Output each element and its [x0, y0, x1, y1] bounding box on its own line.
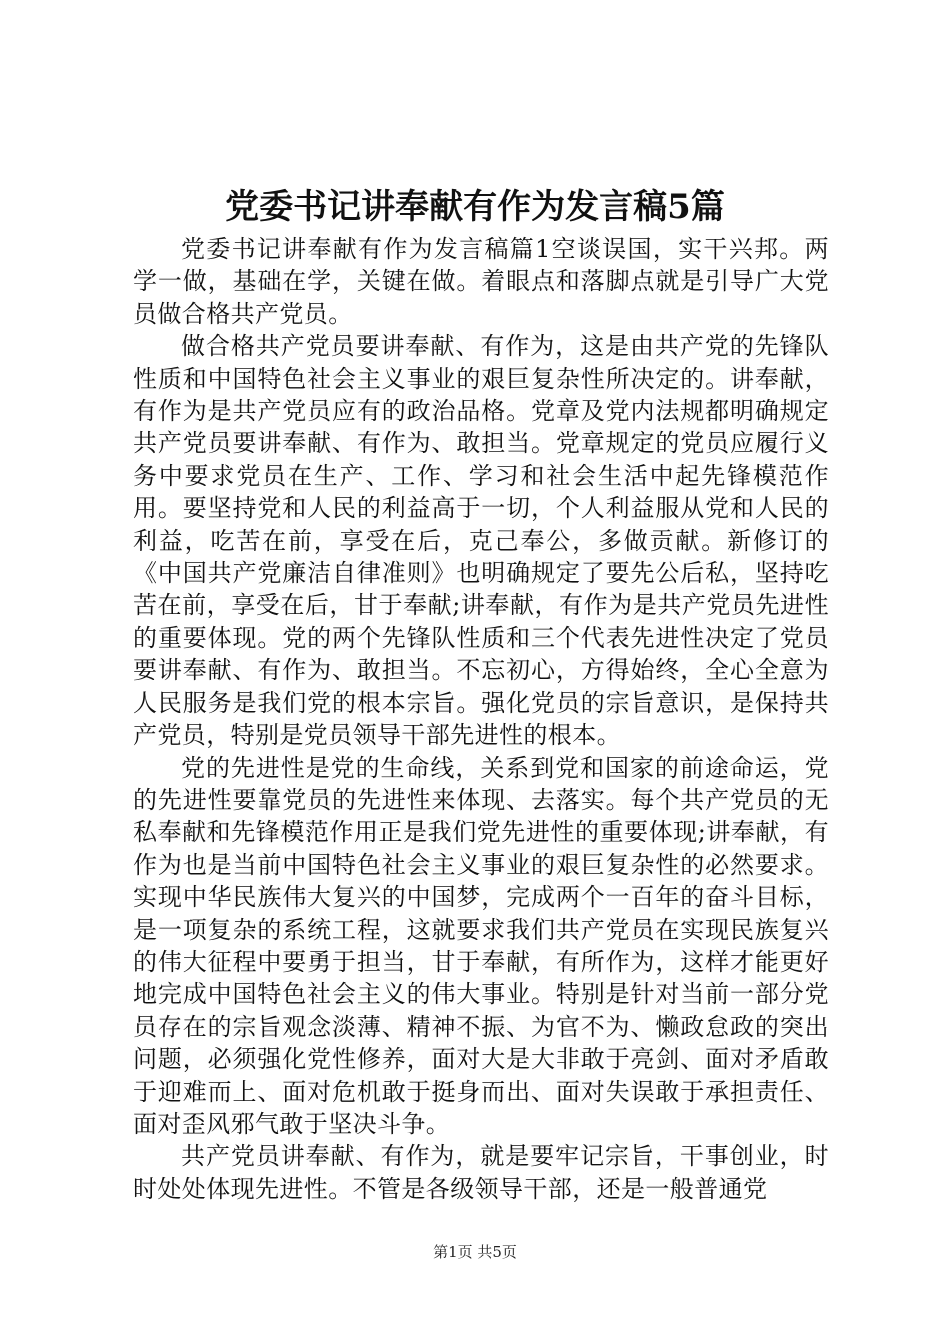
- document-title: 党委书记讲奉献有作为发言稿5篇: [225, 187, 725, 227]
- document-body: [133, 233, 829, 1205]
- paragraph-1: 党委书记讲奉献有作为发言稿篇1空谈误国，实干兴邦。两学一做，基础在学，关键在做。着眼点和落脚点就是引导广大党员做合格共产党员。: [133, 235, 829, 328]
- page-footer: 第1页 共5页: [433, 1243, 517, 1261]
- paragraph-2: 做合格共产党员要讲奉献、有作为，这是由共产党的先锋队性质和中国特色社会主义事业的艰巨复杂性所决定的。讲奉献，有作为是共产党员应有的政治品格。党章及党内法规都明确规定共产党员要讲奉献、有作为、敢担当。党章规定的党员应履行义务中要求党员在生产、工作、学习和社会生活中起先锋模范作用。要坚持党和人民的利益高于一切，个人利益服从党和人民的利益，吃苦在前，享受在后，克己奉公，多做贡献。新修订的《中国共产党廉洁自律准则》也明确规定了要先公后私，坚持吃苦在前，享受在后，甘于奉献;讲奉献，有作为是共产党员先进性的重要体现。党的两个先锋队性质和三个代表先进性决定了党员要讲奉献、有作为、敢担当。不忘初心，方得始终，全心全意为人民服务是我们党的根本宗旨。强化党员的宗旨意识，是保持共产党员，特别是党员领导干部先进性的根本。: [133, 332, 829, 750]
- paragraph-4: 共产党员讲奉献、有作为，就是要牢记宗旨，干事创业，时时处处体现先进性。不管是各级领导干部，还是一般普通党: [133, 1142, 829, 1203]
- paragraph-3: 党的先进性是党的生命线，关系到党和国家的前途命运，党的先进性要靠党员的先进性来体现、去落实。每个共产党员的无私奉献和先锋模范作用正是我们党先进性的重要体现;讲奉献，有作为也是当前中国特色社会主义事业的艰巨复杂性的必然要求。实现中华民族伟大复兴的中国梦，完成两个一百年的奋斗目标，是一项复杂的系统工程，这就要求我们共产党员在实现民族复兴的伟大征程中要勇于担当，甘于奉献，有所作为，这样才能更好地完成中国特色社会主义的伟大事业。特别是针对当前一部分党员存在的宗旨观念淡薄、精神不振、为官不为、懒政怠政的突出问题，必须强化党性修养，面对大是大非敢于亮剑、面对矛盾敢于迎难而上、面对危机敢于挺身而出、面对失误敢于承担责任、面对歪风邪气敢于坚决斗争。: [133, 753, 829, 1138]
